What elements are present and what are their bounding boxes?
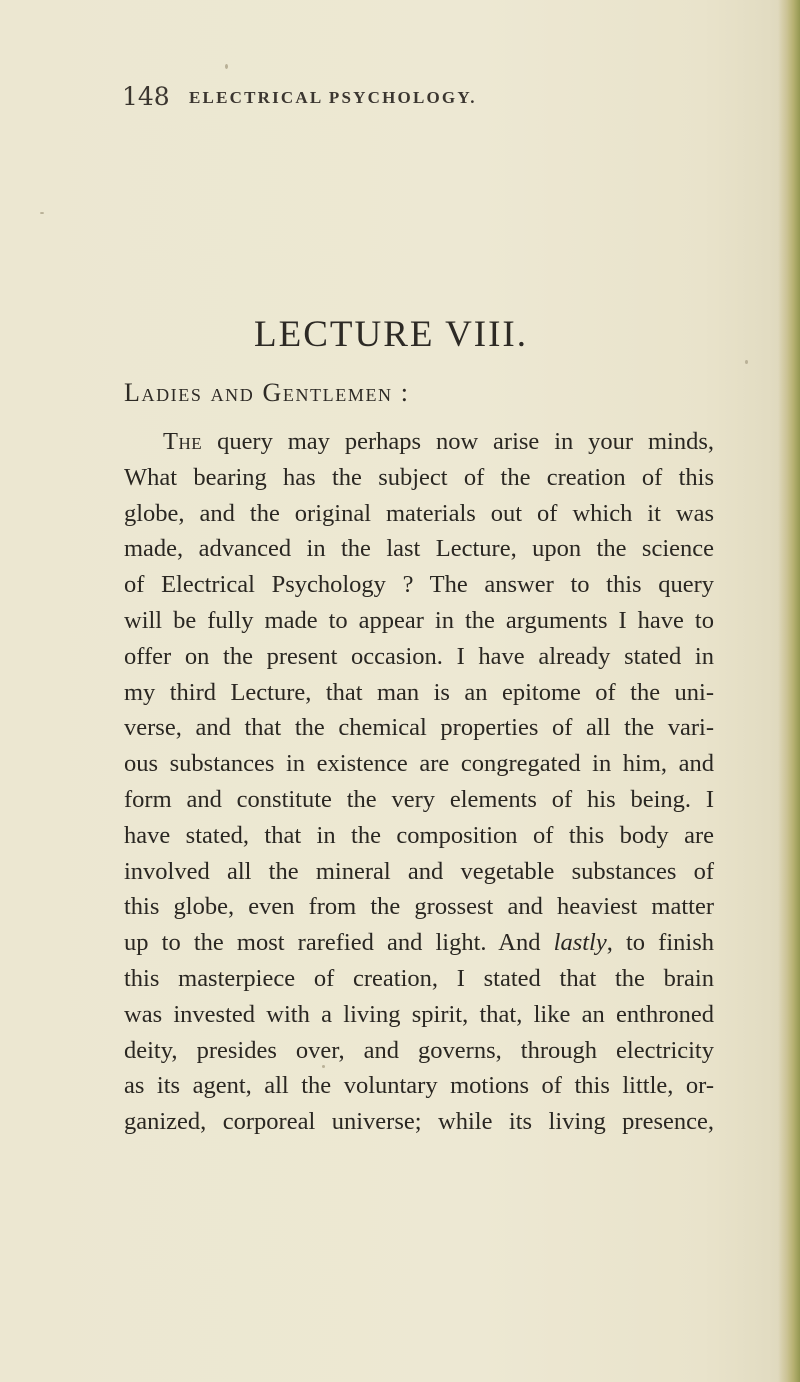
- text-line: as its agent, all the voluntary motions of this little, or-: [124, 1072, 714, 1100]
- paper-speck: [225, 64, 228, 69]
- lecture-title: LECTURE VIII.: [254, 314, 528, 355]
- text-line: offer on the present occasion. I have already stated in: [124, 642, 714, 670]
- page-number: 148: [122, 82, 170, 111]
- text-line: verse, and that the chemical properties of all the vari-: [124, 714, 714, 742]
- text-line: of Electrical Psychology ? The answer to this query: [124, 571, 714, 599]
- text-line: The query may perhaps now arise in your minds,: [163, 428, 715, 455]
- text-line: deity, presides over, and governs, through electricity: [124, 1036, 714, 1064]
- salutation: Ladies and Gentlemen :: [124, 378, 410, 407]
- text-line: ganized, corporeal universe; while its living presence,: [124, 1108, 714, 1136]
- running-title: ELECTRICAL PSYCHOLOGY.: [189, 88, 477, 107]
- page-edge-shadow: [778, 0, 800, 1382]
- text-line: ous substances in existence are congregated in him, and: [124, 750, 714, 778]
- text-line: globe, and the original materials out of which it was: [124, 499, 714, 527]
- italic-word: lastly: [553, 929, 607, 957]
- body-paragraph: [124, 424, 714, 1140]
- text-line: have stated, that in the composition of this body are: [124, 821, 714, 849]
- text-line: What bearing has the subject of the creation of this: [124, 463, 714, 491]
- text-line: involved all the mineral and vegetable substances of: [124, 857, 714, 885]
- paper-speck: [745, 360, 748, 364]
- text-line: up to the most rarefied and light. And lastly, to finish: [124, 929, 714, 957]
- paper-speck: [322, 1065, 325, 1068]
- first-word: The: [163, 428, 203, 455]
- text-line: will be fully made to appear in the arguments I have to: [124, 606, 714, 634]
- text-line: this globe, even from the grossest and heaviest matter: [124, 893, 714, 921]
- text-line: this masterpiece of creation, I stated that the brain: [124, 964, 714, 992]
- text-line: my third Lecture, that man is an epitome of the uni-: [124, 678, 714, 706]
- paper-speck: [40, 212, 44, 214]
- text-line: form and constitute the very elements of his being. I: [124, 785, 714, 813]
- text-line: made, advanced in the last Lecture, upon the science: [124, 535, 714, 563]
- text-line: was invested with a living spirit, that, like an enthroned: [124, 1000, 714, 1028]
